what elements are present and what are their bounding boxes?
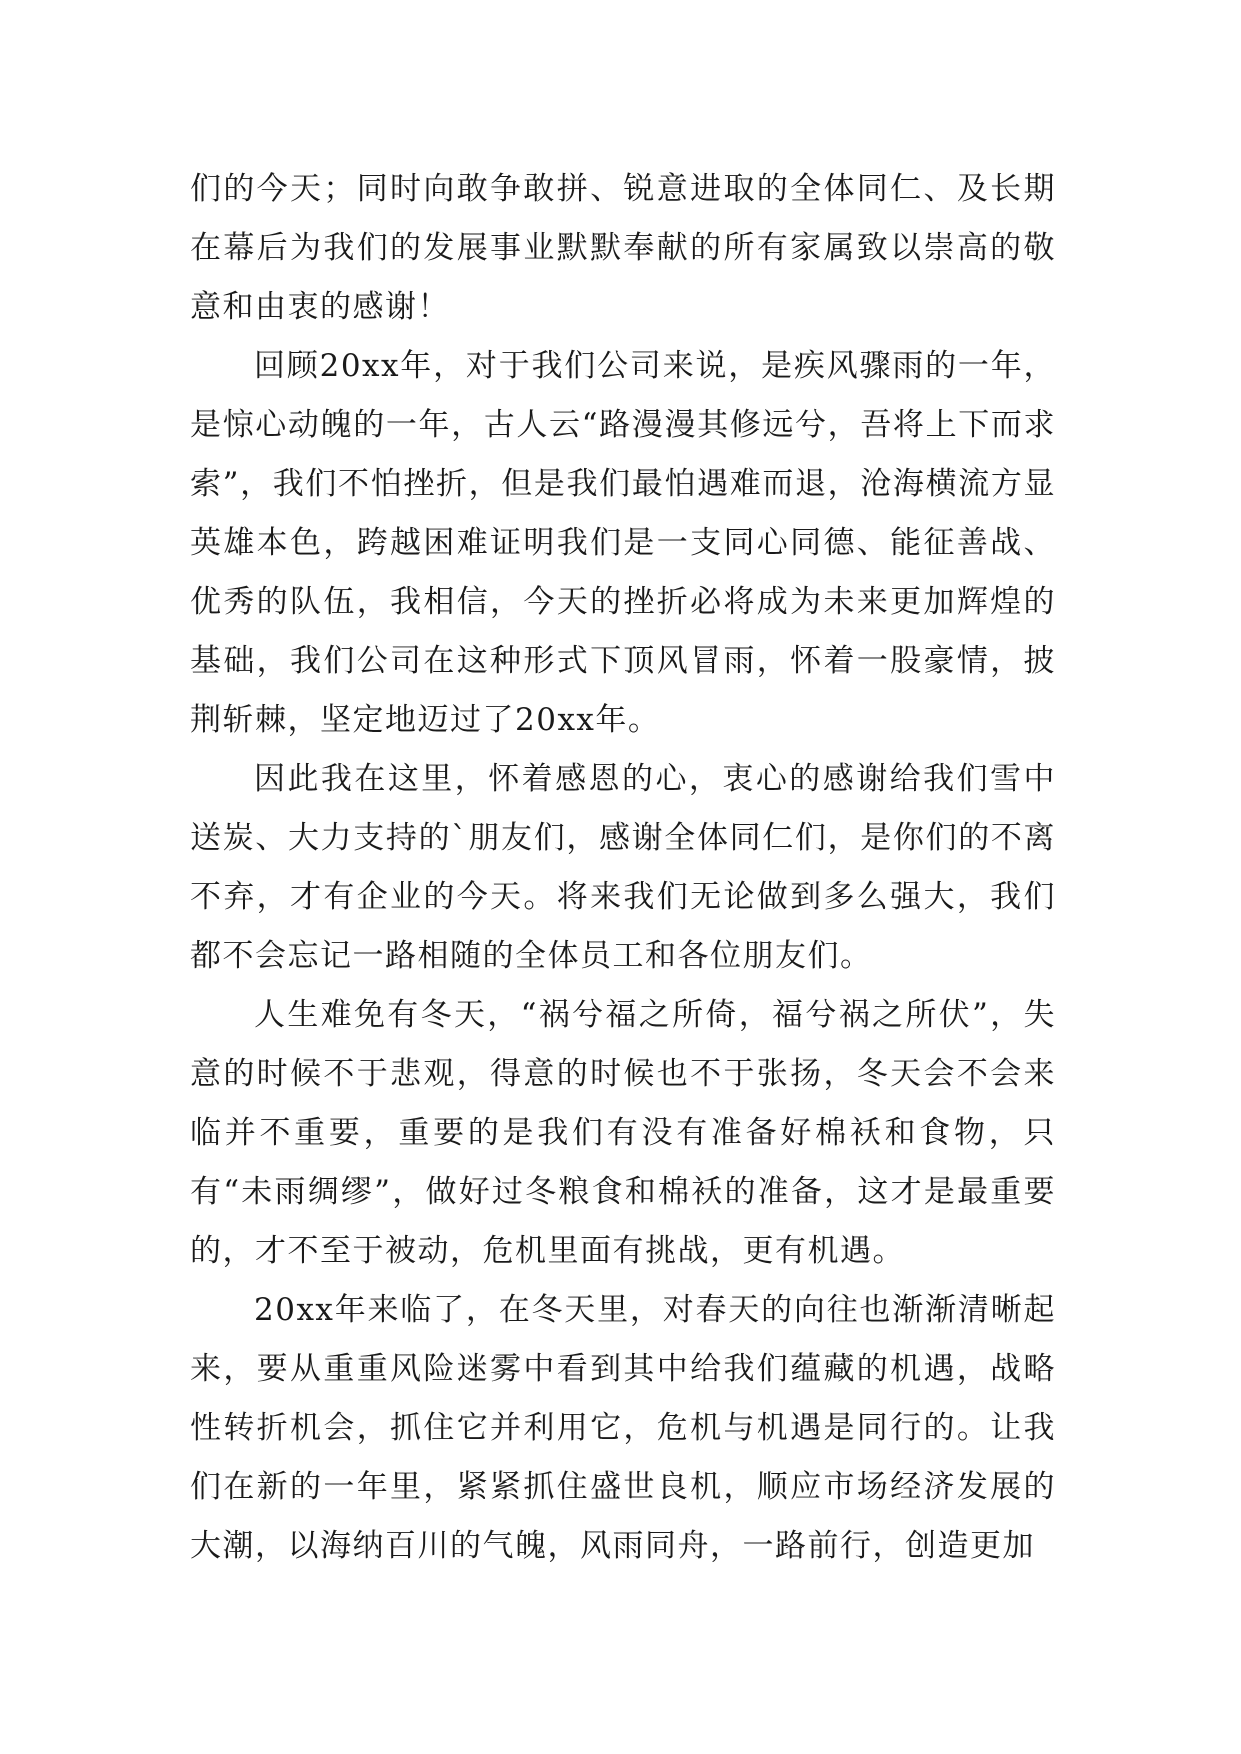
paragraph-3: 因此我在这里，怀着感恩的心，衷心的感谢给我们雪中送炭、大力支持的`朋友们，感谢全体同仁们，是你们的不离不弃，才有企业的今天。将来我们无论做到多么强大，我们都不会忘记一路相随的全体员工和各位朋友们。	[190, 761, 1056, 974]
body-text	[190, 160, 1056, 1576]
paragraph-5: 20xx年来临了，在冬天里，对春天的向往也渐渐清晰起来，要从重重风险迷雾中看到其中给我们蕴藏的机遇，战略性转折机会，抓住它并利用它，危机与机遇是同行的。让我们在新的一年里，紧紧抓住盛世良机，顺应市场经济发展的大潮，以海纳百川的气魄，风雨同舟，一路前行，创造更加	[190, 1292, 1056, 1564]
paragraph-4: 人生难免有冬天，“祸兮福之所倚，福兮祸之所伏”，失意的时候不于悲观，得意的时候也不于张扬，冬天会不会来临并不重要，重要的是我们有没有准备好棉袄和食物，只有“未雨绸缪”，做好过冬粮食和棉袄的准备，这才是最重要的，才不至于被动，危机里面有挑战，更有机遇。	[190, 997, 1056, 1269]
paragraph-1: 们的今天；同时向敢争敢拼、锐意进取的全体同仁、及长期在幕后为我们的发展事业默默奉献的所有家属致以崇高的敬意和由衷的感谢！	[190, 171, 1056, 325]
paragraph-2: 回顾20xx年，对于我们公司来说，是疾风骤雨的一年，是惊心动魄的一年，古人云“路漫漫其修远兮，吾将上下而求索”，我们不怕挫折，但是我们最怕遇难而退，沧海横流方显英雄本色，跨越困难证明我们是一支同心同德、能征善战、优秀的队伍，我相信，今天的挫折必将成为未来更加辉煌的基础，我们公司在这种形式下顶风冒雨，怀着一股豪情，披荆斩棘，坚定地迈过了20xx年。	[190, 348, 1056, 738]
